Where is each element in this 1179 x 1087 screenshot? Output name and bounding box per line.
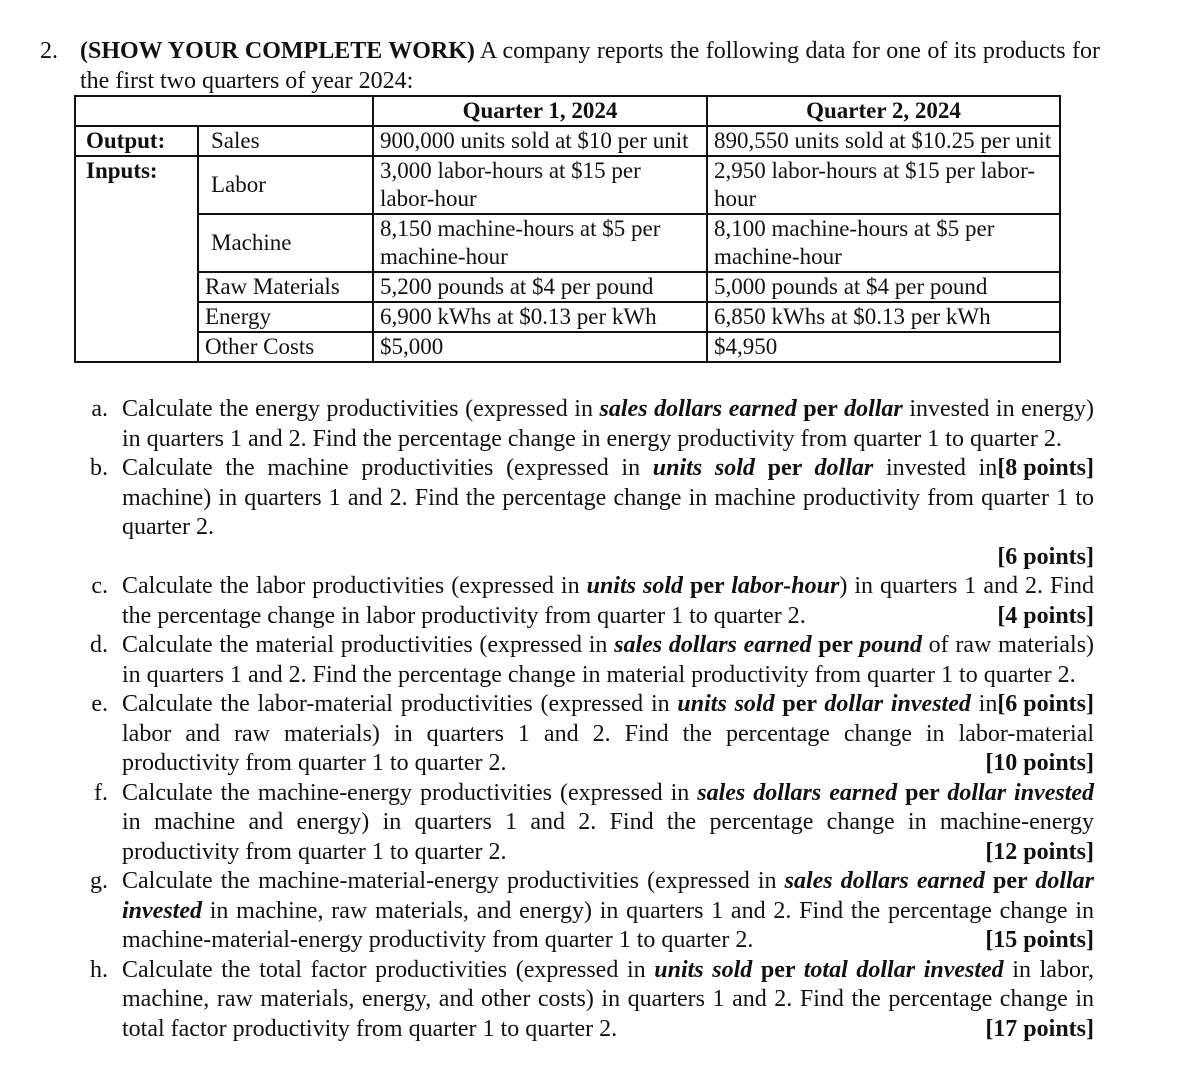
part-points: [6 points] [997, 691, 1094, 717]
part-letter: e. [91, 691, 108, 717]
list-item [78, 867, 1094, 956]
part-letter: g. [90, 868, 108, 894]
part-text: Calculate the material productivities (expressed in [122, 632, 615, 658]
list-item [78, 690, 1094, 779]
part-emphasis: labor-hour [731, 573, 840, 599]
row-q1-value: 6,900 kWhs at $0.13 per kWh [373, 302, 707, 332]
table-header-row [75, 96, 1060, 126]
part-letter: f. [94, 779, 108, 806]
part-points: [12 points] [985, 838, 1094, 865]
part-emphasis: pound [859, 632, 922, 658]
part-text: Calculate the machine-material-energy productivities (expressed in [122, 868, 785, 894]
row-q2-value: 6,850 kWhs at $0.13 per kWh [707, 302, 1060, 332]
part-text: Calculate the energy productivities (expressed in [122, 396, 600, 422]
part-text: ) in quarters 1 and 2. Find the percentage change in labor productivity from quarter 1 to quarter 2. [122, 573, 1095, 629]
part-bold: per [683, 573, 732, 599]
part-text: invested in energy) in quarters 1 and 2. Find the percentage change in energy productivity from quarter 1 to quarter 2. [122, 396, 1094, 452]
row-category: Machine [198, 214, 373, 272]
part-text: Calculate the total factor productivities (expressed in [122, 956, 655, 983]
part-emphasis: dollar invested [122, 868, 1095, 924]
part-emphasis: dollar invested [947, 779, 1095, 806]
question-lead-text: A company reports the following data for one of its products for the first two quarters of year 2024: [80, 38, 1100, 94]
part-bold: per [774, 691, 825, 717]
part-emphasis: units sold [654, 956, 753, 983]
part-letter: d. [90, 632, 108, 658]
part-letter: h. [90, 956, 108, 983]
part-letter: b. [90, 455, 108, 481]
list-item [78, 572, 1094, 631]
part-text: in machine, raw materials, and energy) in quarters 1 and 2. Find the percentage change in machine-material-energy productivity from quarter 1 to quarter 2. [122, 897, 1094, 953]
part-text: Calculate the machine-energy productivities (expressed in [122, 779, 698, 806]
question-number: 2. [40, 38, 58, 64]
row-category: Energy [198, 302, 373, 332]
part-text: of raw materials) in quarters 1 and 2. Find the percentage change in material productivity from quarter 1 to quarter 2. [122, 632, 1095, 688]
part-bold: per [752, 956, 804, 983]
table-row-raw-materials [75, 272, 1060, 302]
part-text: Calculate the labor productivities (expressed in [122, 573, 587, 599]
part-emphasis: sales dollars earned [614, 632, 812, 658]
list-item [78, 779, 1094, 868]
part-bold: per [897, 779, 948, 806]
part-points: [15 points] [985, 927, 1094, 953]
row-q1-value: 3,000 labor-hours at $15 per labor-hour [373, 156, 707, 214]
question-parts-list [78, 395, 1094, 1044]
part-text: Calculate the labor-material productivities (expressed in [122, 691, 678, 717]
table-row-other-costs [75, 332, 1060, 362]
part-bold: per [796, 396, 845, 422]
part-emphasis: units sold [652, 455, 755, 481]
part-emphasis: total dollar invested [803, 956, 1004, 983]
row-category: Sales [198, 126, 373, 156]
part-emphasis: sales dollars earned [697, 779, 898, 806]
table-row-labor [75, 156, 1060, 214]
row-q1-value: 8,150 machine-hours at $5 per machine-hour [373, 214, 707, 272]
row-q1-value: 5,200 pounds at $4 per pound [373, 272, 707, 302]
row-q1-value: 900,000 units sold at $10 per unit [373, 126, 707, 156]
part-points: [17 points] [985, 1015, 1094, 1042]
table-row-energy [75, 302, 1060, 332]
output-label: Output: [75, 126, 198, 156]
header-quarter-1: Quarter 1, 2024 [373, 96, 707, 126]
part-letter: c. [91, 573, 108, 599]
question-header [40, 37, 1100, 96]
part-points: [6 points] [997, 543, 1094, 570]
table-row-sales [75, 126, 1060, 156]
part-emphasis: dollar [844, 396, 903, 422]
list-item [78, 956, 1094, 1045]
part-emphasis: units sold [586, 573, 684, 599]
part-emphasis: sales dollars earned [599, 396, 797, 422]
part-bold: per [754, 455, 815, 481]
part-bold: per [811, 632, 860, 658]
part-text: in machine and energy) in quarters 1 and 2. Find the percentage change in machine-energy productivity from quarter 1 to quarter 2. [122, 809, 1094, 865]
part-points: [8 points] [997, 455, 1094, 481]
question-intro [80, 37, 1100, 96]
row-q2-value: 2,950 labor-hours at $15 per labor-hour [707, 156, 1060, 214]
question-lead-bold: (SHOW YOUR COMPLETE WORK) [80, 38, 475, 64]
row-q2-value: 890,550 units sold at $10.25 per unit [707, 126, 1060, 156]
part-emphasis: dollar invested [824, 691, 971, 717]
part-emphasis: sales dollars earned [784, 868, 985, 894]
part-text: invested in machine) in quarters 1 and 2. Find the percentage change in machine productivity from quarter 1 to quarter 2. [122, 455, 1094, 540]
row-category: Raw Materials [198, 272, 373, 302]
part-emphasis: units sold [677, 691, 775, 717]
part-text: in labor and raw materials) in quarters 1 and 2. Find the percentage change in labor-material productivity from quarter 1 to quarter 2. [122, 691, 1094, 776]
list-item [78, 454, 1094, 572]
productivity-data-table [74, 95, 1061, 363]
row-category: Other Costs [198, 332, 373, 362]
row-q2-value: 5,000 pounds at $4 per pound [707, 272, 1060, 302]
header-quarter-2: Quarter 2, 2024 [707, 96, 1060, 126]
part-emphasis: dollar [814, 455, 874, 481]
row-category: Labor [198, 156, 373, 214]
row-q2-value: $4,950 [707, 332, 1060, 362]
row-q2-value: 8,100 machine-hours at $5 per machine-hour [707, 214, 1060, 272]
inputs-label: Inputs: [75, 156, 198, 214]
part-points: [10 points] [985, 750, 1094, 776]
part-text: Calculate the machine productivities (expressed in [122, 455, 653, 481]
part-bold: per [984, 868, 1036, 894]
table-row-machine [75, 214, 1060, 272]
part-letter: a. [91, 396, 108, 422]
part-text: in labor, machine, raw materials, energy, and other costs) in quarters 1 and 2. Find the percentage change in total factor productivity from quarter 1 to quarter 2. [122, 956, 1094, 1042]
part-points: [4 points] [997, 602, 1094, 629]
row-q1-value: $5,000 [373, 332, 707, 362]
